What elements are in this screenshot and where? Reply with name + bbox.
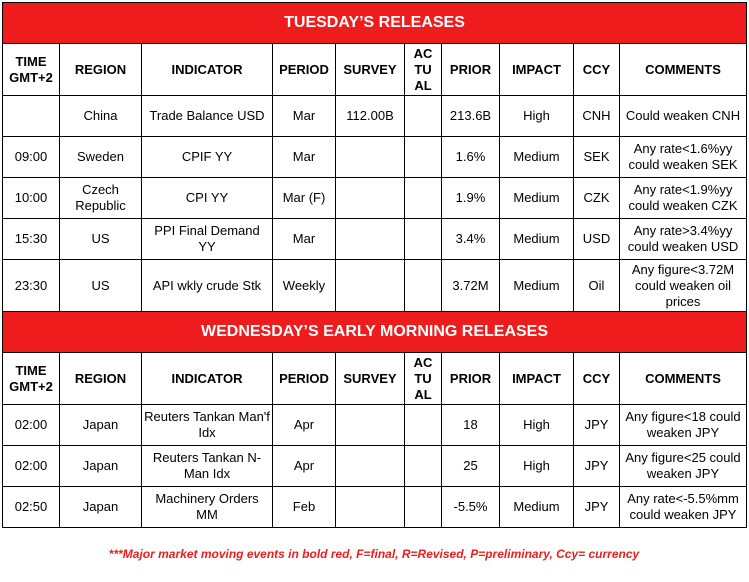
- tuesday-header-prior: PRIOR: [442, 44, 500, 96]
- impact-cell: High: [500, 96, 574, 137]
- indicator-cell: Reuters Tankan Man'f Idx: [142, 405, 273, 446]
- table-row: [3, 96, 747, 137]
- ccy-cell: CNH: [574, 96, 620, 137]
- tuesday-header-indicator: INDICATOR: [142, 44, 273, 96]
- indicator-cell: CPI YY: [142, 178, 273, 219]
- region-cell: Japan: [60, 405, 142, 446]
- actual-cell: [405, 260, 442, 312]
- period-cell: Mar: [273, 219, 336, 260]
- prior-cell: 1.6%: [442, 137, 500, 178]
- tuesday-header-comments: COMMENTS: [620, 44, 747, 96]
- ccy-cell: JPY: [574, 405, 620, 446]
- impact-cell: High: [500, 446, 574, 487]
- impact-cell: Medium: [500, 178, 574, 219]
- tuesday-header-time: TIME GMT+2: [3, 44, 60, 96]
- table-row: [3, 446, 747, 487]
- comments-cell: Any figure<18 could weaken JPY: [620, 405, 747, 446]
- prior-cell: 3.72M: [442, 260, 500, 312]
- prior-cell: -5.5%: [442, 487, 500, 528]
- wednesday-header-indicator: INDICATOR: [142, 353, 273, 405]
- time-cell: 02:00: [3, 405, 60, 446]
- ccy-cell: CZK: [574, 178, 620, 219]
- wednesday-header-survey: SURVEY: [336, 353, 405, 405]
- wednesday-header-region: REGION: [60, 353, 142, 405]
- table-row: [3, 219, 747, 260]
- survey-cell: [336, 405, 405, 446]
- wednesday-title: WEDNESDAY’S EARLY MORNING RELEASES: [3, 312, 747, 353]
- table-row: [3, 260, 747, 312]
- actual-cell: [405, 446, 442, 487]
- footer-note: ***Major market moving events in bold red, F=final, R=Revised, P=preliminary, Ccy= currency: [108, 547, 640, 561]
- survey-cell: 112.00B: [336, 96, 405, 137]
- actual-cell: [405, 487, 442, 528]
- indicator-cell: Trade Balance USD: [142, 96, 273, 137]
- comments-cell: Any rate<-5.5%mm could weaken JPY: [620, 487, 747, 528]
- indicator-cell: Machinery Orders MM: [142, 487, 273, 528]
- time-cell: 23:30: [3, 260, 60, 312]
- survey-cell: [336, 178, 405, 219]
- tuesday-title: TUESDAY’S RELEASES: [3, 3, 747, 44]
- indicator-cell: PPI Final Demand YY: [142, 219, 273, 260]
- impact-cell: Medium: [500, 219, 574, 260]
- wednesday-header-time: TIME GMT+2: [3, 353, 60, 405]
- region-cell: Japan: [60, 487, 142, 528]
- prior-cell: 25: [442, 446, 500, 487]
- table-row: [3, 487, 747, 528]
- prior-cell: 213.6B: [442, 96, 500, 137]
- survey-cell: [336, 260, 405, 312]
- tuesday-header-ccy: CCY: [574, 44, 620, 96]
- indicator-cell: Reuters Tankan N-Man Idx: [142, 446, 273, 487]
- wednesday-header-row: [3, 353, 747, 405]
- time-cell: 15:30: [3, 219, 60, 260]
- impact-cell: Medium: [500, 260, 574, 312]
- region-cell: Japan: [60, 446, 142, 487]
- actual-cell: [405, 137, 442, 178]
- ccy-cell: USD: [574, 219, 620, 260]
- period-cell: Feb: [273, 487, 336, 528]
- impact-cell: Medium: [500, 487, 574, 528]
- time-cell: 02:00: [3, 446, 60, 487]
- actual-cell: [405, 178, 442, 219]
- tuesday-header-region: REGION: [60, 44, 142, 96]
- time-cell: [3, 96, 60, 137]
- prior-cell: 1.9%: [442, 178, 500, 219]
- period-cell: Mar (F): [273, 178, 336, 219]
- period-cell: Apr: [273, 405, 336, 446]
- wednesday-header-ccy: CCY: [574, 353, 620, 405]
- comments-cell: Any rate<1.6%yy could weaken SEK: [620, 137, 747, 178]
- tuesday-header-survey: SURVEY: [336, 44, 405, 96]
- tuesday-header-impact: IMPACT: [500, 44, 574, 96]
- region-cell: China: [60, 96, 142, 137]
- tuesday-header-actual: AC TU AL: [405, 44, 442, 96]
- wednesday-header-impact: IMPACT: [500, 353, 574, 405]
- period-cell: Weekly: [273, 260, 336, 312]
- wednesday-header-period: PERIOD: [273, 353, 336, 405]
- region-cell: Czech Republic: [60, 178, 142, 219]
- wednesday-header-actual: AC TU AL: [405, 353, 442, 405]
- comments-cell: Could weaken CNH: [620, 96, 747, 137]
- comments-cell: Any figure<3.72M could weaken oil prices: [620, 260, 747, 312]
- ccy-cell: SEK: [574, 137, 620, 178]
- table-row: [3, 405, 747, 446]
- wednesday-header-comments: COMMENTS: [620, 353, 747, 405]
- ccy-cell: JPY: [574, 487, 620, 528]
- time-cell: 09:00: [3, 137, 60, 178]
- tuesday-header-period: PERIOD: [273, 44, 336, 96]
- time-cell: 10:00: [3, 178, 60, 219]
- indicator-cell: API wkly crude Stk: [142, 260, 273, 312]
- survey-cell: [336, 446, 405, 487]
- releases-calendar: [2, 2, 746, 561]
- impact-cell: Medium: [500, 137, 574, 178]
- table-row: [3, 178, 747, 219]
- actual-cell: [405, 219, 442, 260]
- comments-cell: Any rate<1.9%yy could weaken CZK: [620, 178, 747, 219]
- indicator-cell: CPIF YY: [142, 137, 273, 178]
- prior-cell: 3.4%: [442, 219, 500, 260]
- period-cell: Mar: [273, 96, 336, 137]
- time-cell: 02:50: [3, 487, 60, 528]
- region-cell: US: [60, 260, 142, 312]
- survey-cell: [336, 487, 405, 528]
- ccy-cell: JPY: [574, 446, 620, 487]
- prior-cell: 18: [442, 405, 500, 446]
- impact-cell: High: [500, 405, 574, 446]
- comments-cell: Any rate>3.4%yy could weaken USD: [620, 219, 747, 260]
- period-cell: Apr: [273, 446, 336, 487]
- region-cell: US: [60, 219, 142, 260]
- period-cell: Mar: [273, 137, 336, 178]
- wednesday-section: [3, 312, 747, 528]
- tuesday-header-row: [3, 44, 747, 96]
- actual-cell: [405, 405, 442, 446]
- tuesday-section: [3, 3, 747, 312]
- survey-cell: [336, 219, 405, 260]
- releases-table: [2, 2, 747, 528]
- survey-cell: [336, 137, 405, 178]
- table-row: [3, 137, 747, 178]
- ccy-cell: Oil: [574, 260, 620, 312]
- wednesday-header-prior: PRIOR: [442, 353, 500, 405]
- region-cell: Sweden: [60, 137, 142, 178]
- comments-cell: Any figure<25 could weaken JPY: [620, 446, 747, 487]
- actual-cell: [405, 96, 442, 137]
